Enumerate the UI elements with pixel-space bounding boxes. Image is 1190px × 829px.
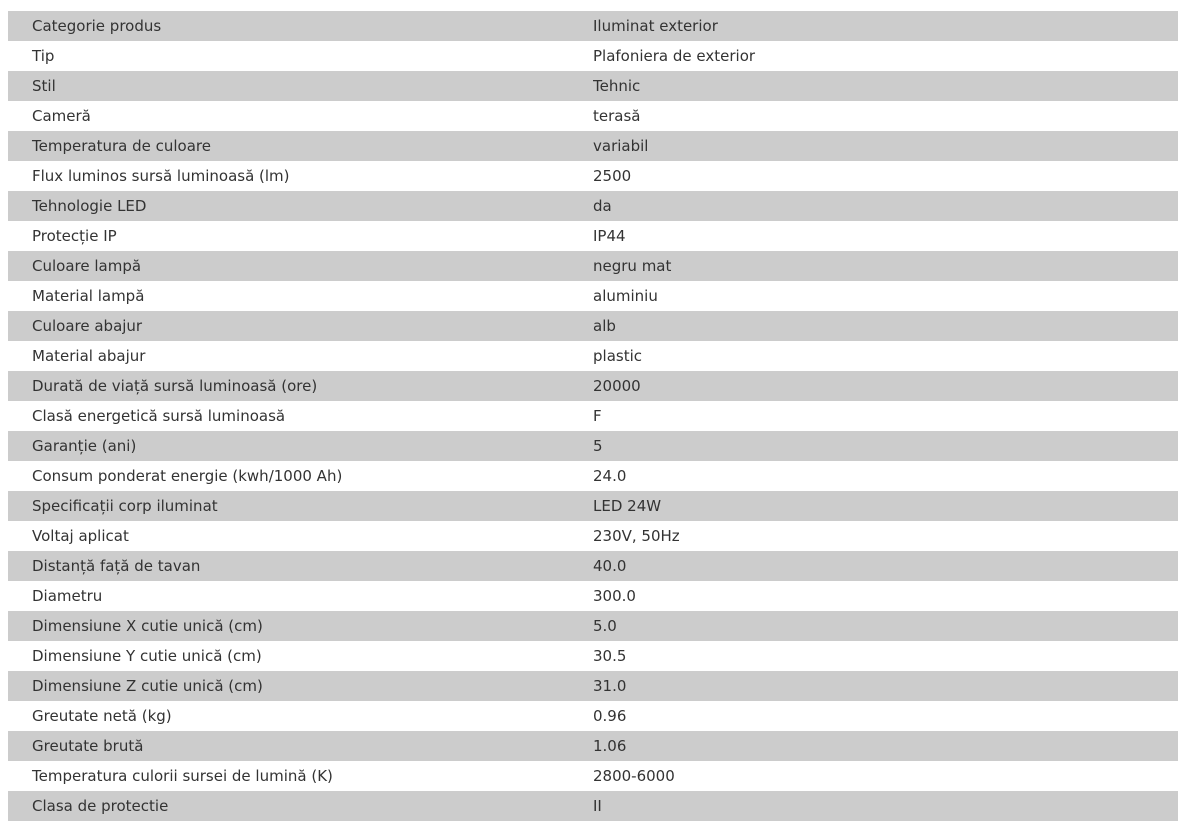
spec-row (8, 551, 1178, 581)
spec-row (8, 11, 1178, 41)
spec-row (8, 401, 1178, 431)
spec-row (8, 281, 1178, 311)
spec-row (8, 191, 1178, 221)
spec-row (8, 41, 1178, 71)
spec-label: Temperatura culorii sursei de lumină (K) (8, 761, 593, 791)
spec-label: Voltaj aplicat (8, 521, 593, 551)
spec-label: Consum ponderat energie (kwh/1000 Ah) (8, 461, 593, 491)
spec-label: Distanță față de tavan (8, 551, 593, 581)
spec-value: 300.0 (593, 581, 1178, 611)
spec-row (8, 671, 1178, 701)
spec-label: Garanție (ani) (8, 431, 593, 461)
spec-label: Temperatura de culoare (8, 131, 593, 161)
spec-label: Greutate netă (kg) (8, 701, 593, 731)
spec-label: Dimensiune Y cutie unică (cm) (8, 641, 593, 671)
spec-value: da (593, 191, 1178, 221)
spec-label: Cameră (8, 101, 593, 131)
spec-row (8, 491, 1178, 521)
spec-value: Plafoniera de exterior (593, 41, 1178, 71)
spec-row (8, 761, 1178, 791)
spec-label: Culoare abajur (8, 311, 593, 341)
spec-value: alb (593, 311, 1178, 341)
spec-value: IP44 (593, 221, 1178, 251)
spec-row (8, 431, 1178, 461)
spec-label: Dimensiune Z cutie unică (cm) (8, 671, 593, 701)
spec-label: Clasă energetică sursă luminoasă (8, 401, 593, 431)
spec-label: Specificații corp iluminat (8, 491, 593, 521)
spec-label: Clasa de protectie (8, 791, 593, 821)
spec-row (8, 641, 1178, 671)
spec-value: 30.5 (593, 641, 1178, 671)
spec-value: LED 24W (593, 491, 1178, 521)
spec-row (8, 611, 1178, 641)
spec-row (8, 371, 1178, 401)
spec-value: aluminiu (593, 281, 1178, 311)
spec-row (8, 131, 1178, 161)
spec-value: 31.0 (593, 671, 1178, 701)
spec-value: variabil (593, 131, 1178, 161)
spec-row (8, 341, 1178, 371)
spec-row (8, 101, 1178, 131)
spec-label: Material abajur (8, 341, 593, 371)
spec-value: plastic (593, 341, 1178, 371)
spec-row (8, 311, 1178, 341)
spec-label: Tip (8, 41, 593, 71)
spec-row (8, 791, 1178, 821)
spec-row (8, 581, 1178, 611)
spec-value: II (593, 791, 1178, 821)
spec-row (8, 251, 1178, 281)
spec-value: 1.06 (593, 731, 1178, 761)
spec-value: 5 (593, 431, 1178, 461)
spec-label: Culoare lampă (8, 251, 593, 281)
spec-value: 24.0 (593, 461, 1178, 491)
spec-value: 40.0 (593, 551, 1178, 581)
product-specifications-table (8, 11, 1178, 821)
spec-value: negru mat (593, 251, 1178, 281)
spec-label: Dimensiune X cutie unică (cm) (8, 611, 593, 641)
spec-value: 2800-6000 (593, 761, 1178, 791)
spec-row (8, 521, 1178, 551)
spec-label: Material lampă (8, 281, 593, 311)
spec-value: terasă (593, 101, 1178, 131)
spec-value: F (593, 401, 1178, 431)
spec-label: Flux luminos sursă luminoasă (lm) (8, 161, 593, 191)
spec-label: Diametru (8, 581, 593, 611)
spec-row (8, 731, 1178, 761)
spec-value: Tehnic (593, 71, 1178, 101)
spec-value: Iluminat exterior (593, 11, 1178, 41)
spec-label: Protecție IP (8, 221, 593, 251)
spec-row (8, 71, 1178, 101)
spec-label: Stil (8, 71, 593, 101)
spec-label: Durată de viață sursă luminoasă (ore) (8, 371, 593, 401)
specifications-body (8, 11, 1178, 821)
spec-row (8, 161, 1178, 191)
spec-label: Categorie produs (8, 11, 593, 41)
spec-value: 0.96 (593, 701, 1178, 731)
spec-label: Tehnologie LED (8, 191, 593, 221)
spec-value: 2500 (593, 161, 1178, 191)
spec-row (8, 701, 1178, 731)
spec-value: 5.0 (593, 611, 1178, 641)
spec-row (8, 221, 1178, 251)
spec-value: 230V, 50Hz (593, 521, 1178, 551)
spec-row (8, 461, 1178, 491)
spec-value: 20000 (593, 371, 1178, 401)
spec-label: Greutate brută (8, 731, 593, 761)
